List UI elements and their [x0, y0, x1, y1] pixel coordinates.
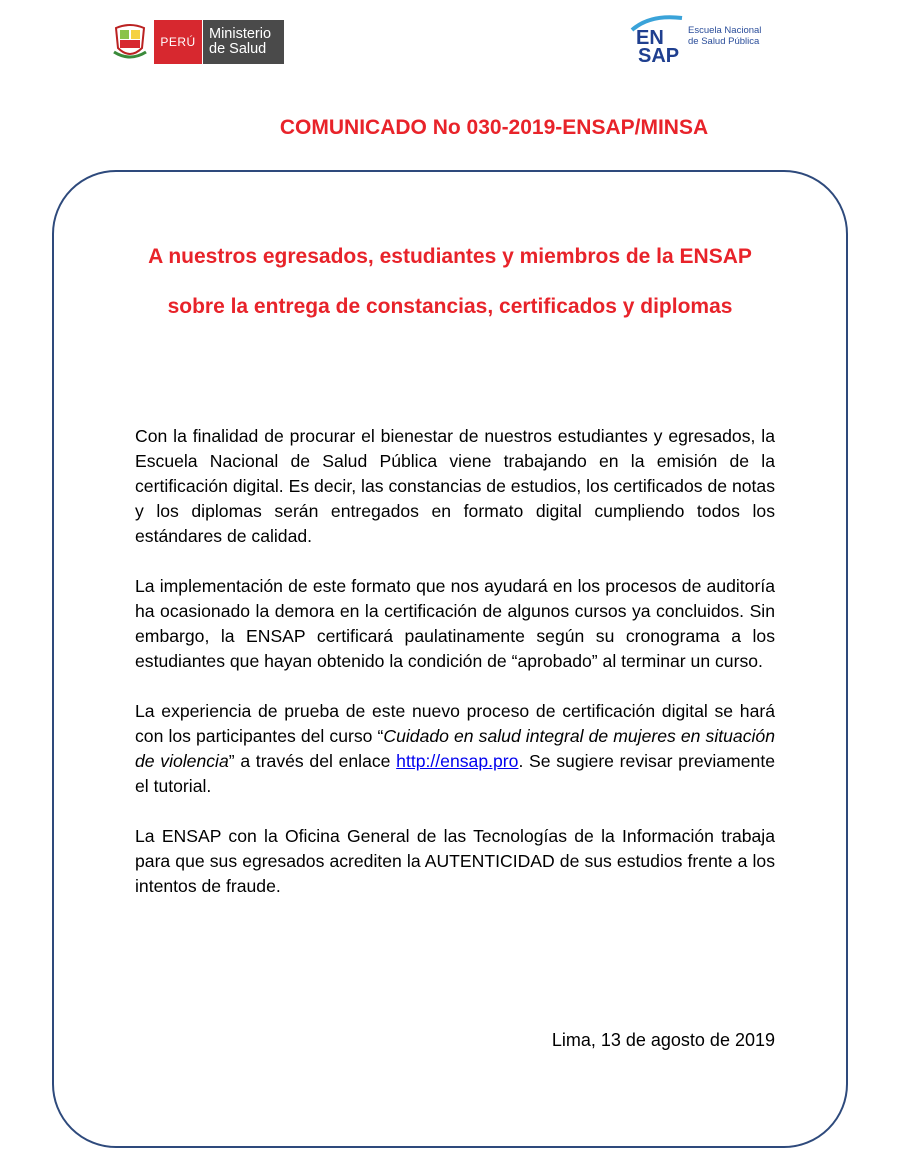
- paragraph-3: [135, 699, 775, 799]
- svg-text:EN: EN: [636, 27, 664, 49]
- paragraph-3-text-b: ” a través del enlace: [228, 751, 397, 771]
- ensap-mark-icon: [630, 12, 686, 64]
- document-date: Lima, 13 de agosto de 2019: [551, 1030, 775, 1050]
- peru-coat-of-arms-icon: [112, 22, 148, 62]
- svg-text:SAP: SAP: [638, 45, 680, 64]
- paragraph-4: La ENSAP con la Oficina General de las Tecnologías de la Información trabaja para que sus egresados acrediten la AUTENTICIDAD de sus estudios frente a los intentos de fraude.: [135, 826, 775, 896]
- document-body: [135, 424, 775, 924]
- ministry-line2: de Salud: [209, 41, 267, 57]
- paragraph-3-text-a: La experiencia de prueba de este nuevo proceso de certificación digital se hará con los participantes del curso “: [135, 701, 775, 746]
- ensap-line1: Escuela Nacional: [688, 25, 762, 36]
- ensap-logo: [630, 12, 780, 64]
- paragraph-3-text-c: . Se sugiere revisar previamente el tutorial.: [135, 751, 775, 796]
- document-title: COMUNICADO No 030-2019-ENSAP/MINSA: [279, 116, 709, 139]
- ensap-link[interactable]: http://ensap.pro: [396, 751, 519, 771]
- minsa-logo: [112, 20, 284, 64]
- ensap-name: [688, 26, 761, 47]
- ensap-line2: de Salud Pública: [688, 35, 760, 47]
- paragraph-2: La implementación de este formato que nos ayudará en los procesos de auditoría ha ocasionado la demora en la certificación de algunos cursos ya concluidos. Sin embargo, la ENSAP certificará paulatinamente según su cronograma a los estudiantes que hayan obtenido la condición de “aprobado” al terminar un curso.: [135, 576, 775, 671]
- ministry-line1: Ministerio: [209, 26, 272, 42]
- paragraph-1: Con la finalidad de procurar el bienestar de nuestros estudiantes y egresados, la Escuela Nacional de Salud Pública viene trabajando en la emisión de la certificación digital. Es decir, las constancias de estudios, los certificados de notas y los diplomas serán entregados en formato digital cumpliendo todos los estándares de calidad.: [135, 426, 775, 546]
- document-subtitle: A nuestros egresados, estudiantes y miembros de la ENSAP sobre la entrega de constancias, certificados y diplomas: [148, 245, 752, 318]
- peru-label: PERÚ: [154, 20, 202, 64]
- course-name: Cuidado en salud integral de mujeres en situación de violencia: [135, 726, 775, 771]
- ministry-label: [202, 20, 284, 64]
